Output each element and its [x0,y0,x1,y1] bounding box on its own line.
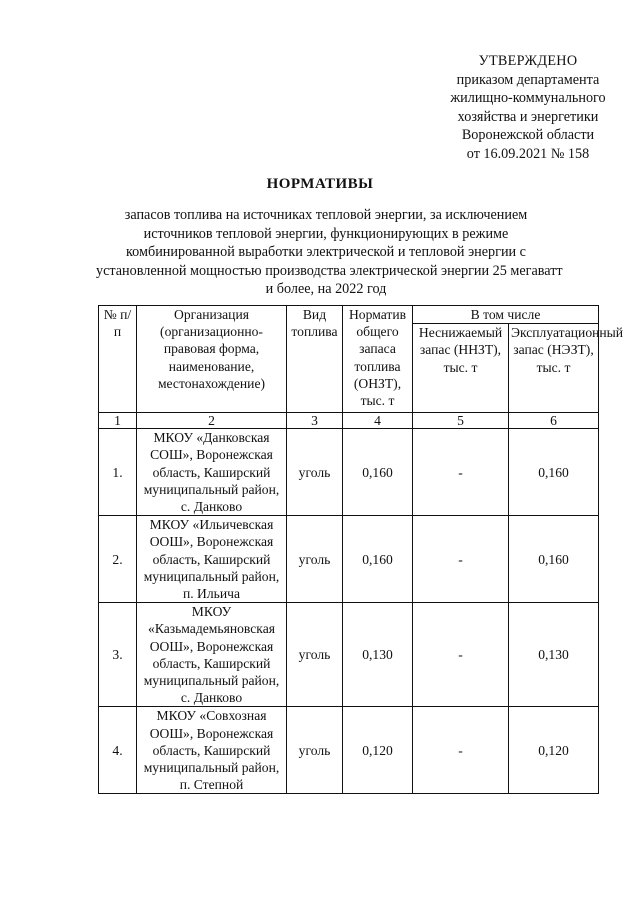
row-num: 4. [99,707,137,794]
org-line: муниципальный район, [143,760,280,776]
org-line: муниципальный район, [143,568,280,584]
column-number: 6 [509,413,599,429]
org-line: ООШ», Воронежская [149,725,274,741]
org-line: муниципальный район, [143,481,280,497]
org-line: с. Данково [180,690,243,706]
org-line: область, Каширский [152,655,271,671]
org-line: муниципальный район, [143,673,280,689]
approval-line: хозяйства и энергетики [457,108,599,125]
approval-line: приказом департамента [456,71,600,88]
document-subtitle [96,206,563,299]
org-line: область, Каширский [152,551,271,567]
org-line: СОШ», Воронежская [150,447,273,463]
document-title: НОРМАТИВЫ [266,176,374,192]
row-fuel: уголь [287,429,343,516]
row-nnzt: - [413,429,509,516]
row-onzt: 0,160 [343,516,413,603]
row-onzt: 0,120 [343,707,413,794]
approval-stamp [438,52,618,164]
column-number: 1 [99,413,137,429]
row-organization [137,603,287,707]
subtitle-line: источников тепловой энергии, функционирующих в режиме [143,225,509,242]
org-line: МКОУ «Ильичевская [149,517,274,533]
row-num: 2. [99,516,137,603]
header-including: В том числе [413,306,599,324]
row-organization [137,707,287,794]
org-line: с. Данково [180,499,243,515]
row-nnzt: - [413,603,509,707]
row-nnzt: - [413,516,509,603]
org-line: ООШ», Воронежская [149,638,274,654]
approval-line: жилищно-коммунального [450,90,606,107]
row-nezt: 0,120 [509,707,599,794]
table-row [99,429,599,516]
org-line: МКОУ «Данковская [153,430,270,446]
org-line: п. Степной [179,777,244,793]
header-nnzt: Неснижаемый запас (ННЗТ), тыс. т [413,324,509,413]
row-onzt: 0,130 [343,603,413,707]
approval-line: Воронежской области [461,127,595,144]
row-fuel: уголь [287,516,343,603]
row-onzt: 0,160 [343,429,413,516]
column-number: 2 [137,413,287,429]
row-num: 1. [99,429,137,516]
org-line: МКОУ «Совхозная [156,708,267,724]
column-number: 3 [287,413,343,429]
row-nezt: 0,160 [509,516,599,603]
row-organization [137,429,287,516]
org-line: п. Ильича [182,586,241,602]
header-fuel-type: Вид топлива [287,306,343,413]
table-row [99,516,599,603]
org-line: «Казьмадемьяновская [148,621,275,637]
subtitle-line: и более, на 2022 год [265,281,387,298]
column-number: 5 [413,413,509,429]
org-line: область, Каширский [152,742,271,758]
row-organization [137,516,287,603]
norms-table [98,305,624,794]
header-onzt: Норматив общего запаса топлива (ОНЗТ), тыс. т [343,306,413,413]
org-line: ООШ», Воронежская [149,534,274,550]
approval-heading: УТВЕРЖДЕНО [478,53,578,69]
subtitle-line: запасов топлива на источниках тепловой энергии, за исключением [124,207,528,223]
subtitle-line: комбинированной выработки электрической и тепловой энергии с [126,244,526,261]
header-nezt: Эксплуатационный запас (НЭЗТ), тыс. т [509,324,599,413]
row-nezt: 0,130 [509,603,599,707]
org-line: область, Каширский [152,464,271,480]
table-row [99,707,599,794]
approval-date-line: от 16.09.2021 № 158 [466,145,590,162]
row-fuel: уголь [287,603,343,707]
table-row [99,603,599,707]
subtitle-line: установленной мощностью производства электрической энергии 25 мегаватт [96,262,563,279]
row-nnzt: - [413,707,509,794]
org-line: МКОУ [191,604,232,620]
header-organization: Организация (организационно-правовая форма, наименование, местонахождение) [137,306,287,413]
row-nezt: 0,160 [509,429,599,516]
header-num: № п/п [99,306,137,413]
row-num: 3. [99,603,137,707]
column-number: 4 [343,413,413,429]
column-numbers-row [99,413,599,429]
row-fuel: уголь [287,707,343,794]
